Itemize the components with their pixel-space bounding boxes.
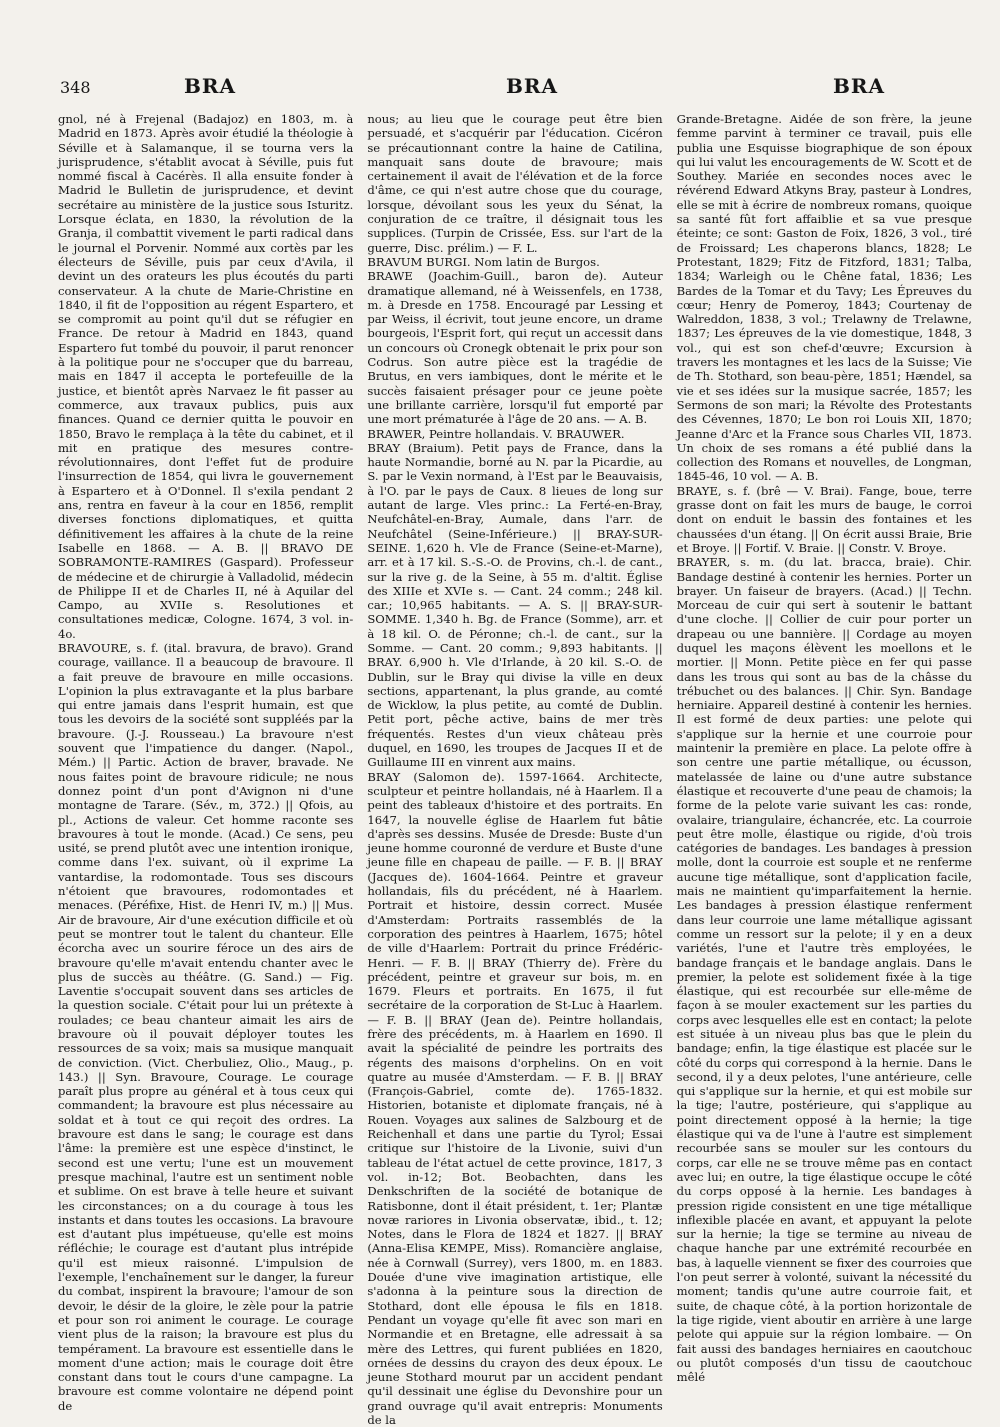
column-middle	[367, 112, 663, 1427]
paragraph: BRAYER, s. m. (du lat. bracca, braie). Chir. Bandage destiné à contenir les hernies. Porter un brayer. Un faiseur de brayers. (Acad.) || Techn. Morceau de cuir qui sert à soutenir le battant d'une cloche. || Collier de cuir pour porter un drapeau ou une bannière. || Cordage au moyen duquel les maçons élèvent les moellons et le mortier. || Monn. Petite pièce en fer qui passe dans les trous qui sont au bas de la châsse du trébuchet ou des balances. || Chir. Syn. Bandage herniaire. Appareil destiné à contenir les hernies. Il est formé de deux parties: une pelote qui s'applique sur la hernie et une courroie pour maintenir la première en place. La pelote offre à son centre une partie métallique, ou écusson, matelassée de laine ou d'une autre substance élastique et recouverte d'une peau de chamois; la forme de la pelote varie suivant les cas: ronde, ovalaire, triangulaire, échancrée, etc. La courroie peut être molle, élastique ou rigide, d'où trois catégories de bandages. Les bandages à pression molle, dont la courroie est souple et ne renferme aucune tige métallique, sont d'application facile, mais ne maintient qu'imparfaitement la hernie. Les bandages à pression élastique renferment dans leur courroie une lame métallique agissant comme un ressort sur la pelote; il y en a deux variétés, l'une et l'autre très employées, le bandage français et le bandage anglais. Dans le premier, la pelote est solidement fixée à la tige élastique, qui est recourbée sur elle-même de façon à se mouler exactement sur les parties du corps avec lesquelles elle est en contact; la pelote est située à un niveau plus bas que le plein du bandage; enfin, la tige élastique est placée sur le côté du corps qui correspond à la hernie. Dans le second, il y a deux pelotes, l'une antérieure, celle qui s'applique sur la hernie, et qui est mobile sur la tige; l'autre, postérieure, qui s'applique au point directement opposé à la hernie; la tige élastique qui va de l'une à l'autre est simplement recourbée sans se mouler sur les contours du corps, car elle ne se trouve même pas en contact avec lui; en outre, la tige élastique occupe le côté du corps opposé à la hernie. Les bandages à pression rigide consistent en une tige métallique inflexible placée en avant, et appuyant la pelote sur la hernie; la tige se termine au niveau de chaque hanche par une extrémité recourbée en bas, à laquelle viennent se fixer des courroies que l'on peut serrer à volonté, suivant la nécessité du moment; tandis qu'une autre courroie fait, et suite, de chaque côté, à la portion horizontale de la tige rigide, vient aboutir en arrière à une large pelote qui appuie sur la région lombaire. — On fait aussi des bandages herniaires en caoutchouc ou plutôt composés d'un tissu de caoutchouc mêlé	[676, 555, 972, 1385]
paragraph: BRAYE, s. f. (brê — V. Brai). Fange, boue, terre grasse dont on fait les murs de bauge, le corroi dont on enduit le bassin des fontaines et les chaussées d'un étang. || On écrit aussi Braie, Brie et Broye. || Fortif. V. Braie. || Constr. V. Broye.	[676, 483, 972, 555]
running-headword-left: BRA	[184, 74, 237, 98]
paragraph: gnol, né à Frejenal (Badajoz) en 1803, m. à Madrid en 1873. Après avoir étudié la théologie à Séville et à Salamanque, il se tourna vers la jurisprudence, s'établit avocat à Séville, puis fut nommé fiscal à Cacérès. Il alla ensuite fonder à Madrid le Bulletin de jurisprudence, et devint secrétaire au ministère de la justice sous Isturitz. Lorsque éclata, en 1830, la révolution de la Granja, il combattit vivement le parti radical dans le journal el Porvenir. Nommé aux cortès par les électeurs de Séville, puis par ceux d'Avila, il devint un des orateurs les plus écoutés du parti conservateur. A la chute de Marie-Christine en 1840, il fit de l'opposition au régent Espartero, et se compromit au point qu'il dut se réfugier en France. De retour à Madrid en 1843, quand Espartero fut tombé du pouvoir, il parut renoncer à la politique pour ne s'occuper que du barreau, mais en 1847 il accepta le portefeuille de la justice, et bientôt après Narvaez le fit passer au commerce, aux travaux publics, puis aux finances. Quand ce dernier quitta le pouvoir en 1850, Bravo le remplaça à la tête du cabinet, et il mit en pratique des mesures contre-révolutionnaires, dont l'effet fut de produire l'insurrection de 1854, qui livra le gouvernement à Espartero et à O'Donnel. Il s'exila pendant 2 ans, rentra en faveur à la cour en 1856, remplit diverses fonctions diplomatiques, et quitta définitivement les affaires à la chute de la reine Isabelle en 1868. — A. B. || BRAVO DE SOBRAMONTE-RAMIRES (Gaspard). Professeur de médecine et de chirurgie à Valladolid, médecin de Philippe II et de Charles II, né à Aquilar del Campo, au XVIIe s. Resolutiones et consultationes medicæ, Cologne. 1674, 3 vol. in-4o.	[58, 112, 354, 641]
paragraph: BRAWE (Joachim-Guill., baron de). Auteur dramatique allemand, né à Weissenfels, en 1738, m. à Dresde en 1758. Encouragé par Lessing et par Weiss, il écrivit, tout jeune encore, un drame bourgeois, l'Esprit fort, qui reçut un accessit dans un concours où Cronegk obtenait le prix pour son Codrus. Son autre pièce est la tragédie de Brutus, en vers iambiques, dont le mérite et le succès faisaient présager pour ce jeune poète une brillante carrière, lorsqu'il fut emporté par une mort prématurée à l'âge de 20 ans. — A. B.	[367, 269, 663, 427]
paragraph: BRAVUM BURGI. Nom latin de Burgos.	[367, 254, 600, 269]
paragraph: BRAY (Braium). Petit pays de France, dans la haute Normandie, borné au N. par la Picardie, au S. par le Vexin normand, à l'Est par le Beauvaisis, à l'O. par le pays de Caux. 8 lieues de long sur autant de large. Vles princ.: La Ferté-en-Bray, Neufchâtel-en-Bray, Aumale, dans l'arr. de Neufchâtel (Seine-Inférieure.) || BRAY-SUR-SEINE. 1,620 h. Vle de France (Seine-et-Marne), arr. et à 17 kil. S.-S.-O. de Provins, ch.-l. de cant., sur la rive g. de la Seine, à 55 m. d'altit. Église des XIIIe et XVIe s. — Cant. 24 comm.; 248 kil. car.; 10,965 habitants. — A. S. || BRAY-SUR-SOMME. 1,340 h. Bg. de France (Somme), arr. et à 18 kil. O. de Péronne; ch.-l. de cant., sur la Somme. — Cant. 20 comm.; 9,893 habitants. || BRAY. 6,900 h. Vle d'Irlande, à 20 kil. S.-O. de Dublin, sur le Bray qui divise la ville en deux sections, appartenant, la plus grande, au comté de Wicklow, la plus petite, au comté de Dublin. Petit port, pêche active, bains de mer très fréquentés. Restes d'un vieux château près duquel, en 1690, les troupes de Jacques II et de Guillaume III en vinrent aux mains.	[367, 440, 663, 770]
column-left	[58, 112, 354, 1413]
running-headword-right: BRA	[833, 74, 886, 98]
page-number: 348	[60, 78, 91, 97]
text-columns	[58, 112, 972, 1427]
paragraph: BRAY (Salomon de). 1597-1664. Architecte, sculpteur et peintre hollandais, né à Haarlem. Il a peint des tableaux d'histoire et des portraits. En 1647, la nouvelle église de Haarlem fut bâtie d'après ses dessins. Musée de Dresde: Buste d'un jeune homme couronné de verdure et Buste d'une jeune fille en chapeau de paille. — F. B. || BRAY (Jacques de). 1604-1664. Peintre et graveur hollandais, fils du précédent, né à Haarlem. Portrait et histoire, dessin correct. Musée d'Amsterdam: Portraits rassemblés de la corporation des peintres à Haarlem, 1675; hôtel de ville d'Haarlem: Portrait du prince Frédéric-Henri. — F. B. || BRAY (Thierry de). Frère du précédent, peintre et graveur sur bois, m. en 1679. Fleurs et portraits. En 1675, il fut secrétaire de la corporation de St-Luc à Haarlem. — F. B. || BRAY (Jean de). Peintre hollandais, frère des précédents, m. à Haarlem en 1690. Il avait la spécialité de peindre les portraits des régents des maisons d'orphelins. On en voit quatre au musée d'Amsterdam. — F. B. || BRAY (François-Gabriel, comte de). 1765-1832. Historien, botaniste et diplomate français, né à Rouen. Voyages aux salines de Salzbourg et de Reichenhall et dans une partie du Tyrol; Essai critique sur l'histoire de la Livonie, suivi d'un tableau de l'état actuel de cette province, 1817, 3 vol. in-12; Bot. Beobachten, dans les Denkschriften de la société de botanique de Ratisbonne, dont il était président, t. 1er; Plantæ novæ rariores in Livonia observatæ, ibid., t. 12; Notes, dans le Flora de 1824 et 1827. || BRAY (Anna-Elisa KEMPE, Miss). Romancière anglaise, née à Cornwall (Surrey), vers 1800, m. en 1883. Douée d'une vive imagination artistique, elle s'adonna à la peinture sous la direction de Stothard, dont elle épousa le fils en 1818. Pendant un voyage qu'elle fit avec son mari en Normandie et en Bretagne, elle adressait à sa mère des Lettres, qui furent publiées en 1820, ornées de dessins du crayon des deux époux. Le jeune Stothard mourut par un accident pendant qu'il dessinait une église du Devonshire pour un grand ouvrage qu'il avait entrepris: Monuments de la	[367, 769, 663, 1427]
paragraph: Grande-Bretagne. Aidée de son frère, la jeune femme parvint à terminer ce travail, puis elle publia une Esquisse biographique de son époux qui lui valut les encouragements de W. Scott et de Southey. Mariée en secondes noces avec le révérend Edward Atkyns Bray, pasteur à Londres, elle se mit à écrire de nombreux romans, quoique sa santé fût fort affaiblie et sa vue presque éteinte; ce sont: Gaston de Foix, 1826, 3 vol., tiré de Froissard; Les chaperons blancs, 1828; Le Protestant, 1829; Fitz de Fitzford, 1831; Talba, 1834; Warleigh ou le Chêne fatal, 1836; Les Bardes de la Tomar et du Tavy; Les Épreuves du cœur; Henry de Pomeroy, 1843; Courtenay de Walreddon, 1838, 3 vol.; Trelawny de Trelawne, 1837; Les épreuves de la vie domestique, 1848, 3 vol., qui est son chef-d'œuvre; Excursion à travers les montagnes et les lacs de la Suisse; Vie de Th. Stothard, son beau-père, 1851; Hændel, sa vie et ses idées sur la musique sacrée, 1857; les Sermons de son mari; la Révolte des Protestants des Cévennes, 1870; Le bon roi Louis XII, 1870; Jeanne d'Arc et la France sous Charles VII, 1873. Un choix de ses romans a été publié dans la collection des Romans et nouvelles, de Longman, 1845-46, 10 vol. — A. B.	[676, 112, 972, 484]
page-header	[58, 70, 972, 100]
paragraph: nous; au lieu que le courage peut être bien persuadé, et s'acquérir par l'éducation. Cicéron se précautionnant contre la haine de Catilina, manquait sans doute de bravoure; mais certainement il avait de l'élévation et de la force d'âme, ce qui n'est autre chose que du courage, lorsque, dévoilant sous les yeux du Sénat, la conjuration de ce traître, il désignait tous les supplices. (Turpin de Crissée, Ess. sur l'art de la guerre, Disc. prélim.) — F. L.	[367, 112, 663, 255]
paragraph: BRAVOURE, s. f. (ital. bravura, de bravo). Grand courage, vaillance. Il a beaucoup de bravoure. Il a fait preuve de bravoure en mille occasions. L'opinion la plus extravagante et la plus barbare qui entre jamais dans l'esprit humain, est que tous les devoirs de la société sont suppléés par la bravoure. (J.-J. Rousseau.) La bravoure n'est souvent que l'impatience du danger. (Napol., Mém.) || Partic. Action de braver, bravade. Ne nous faites point de bravoure ridicule; ne nous donnez point d'un pont d'Avignon ni d'une montagne de Tarare. (Sév., m, 372.) || Qfois, au pl., Actions de valeur. Cet homme raconte ses bravoures à tout le monde. (Acad.) Ce sens, peu usité, se prend plutôt avec une intention ironique, comme dans l'ex. suivant, où il exprime La vantardise, la rodomontade. Tous ses discours n'étoient que bravoures, rodomontades et menaces. (Péréfixe, Hist. de Henri IV, m.) || Mus. Air de bravoure, Air d'une exécution difficile et où peut se montrer tout le talent du chanteur. Elle écorcha avec un sourire féroce un des airs de bravoure qu'elle m'avait entendu chanter avec le plus de succès au théâtre. (G. Sand.) — Fig. Laventie s'occupait souvent dans ses articles de la question sociale. C'était pour lui un prétexte à roulades; ce beau chanteur aimait les airs de bravoure où il pouvait déployer toutes les ressources de sa voix; mais sa musique manquait de conviction. (Vict. Cherbuliez, Olio., Maug., p. 143.) || Syn. Bravoure, Courage. Le courage paraît plus propre au général et à tous ceux qui commandent; la bravoure est plus nécessaire au soldat et à tout ce qui reçoit des ordres. La bravoure est dans le sang; le courage est dans l'âme: la première est une espèce d'instinct, le second est une vertu; l'une est un mouvement presque machinal, l'autre est un sentiment noble et sublime. On est brave à telle heure et suivant les circonstances; on a du courage à tous les instants et dans toutes les occasions. La bravoure est d'autant plus impétueuse, qu'elle est moins réfléchie; le courage est d'autant plus intrépide qu'il est mieux raisonné. L'impulsion de l'exemple, l'enchaînement sur le danger, la fureur du combat, inspirent la bravoure; l'amour de son devoir, le désir de la gloire, le zèle pour la patrie et pour son roi animent le courage. Le courage vient plus de la raison; la bravoure est plus du tempérament. La bravoure est essentielle dans le moment d'une action; mais le courage doit être constant dans tout le cours d'une campagne. La bravoure est comme volontaire ne dépend point de	[58, 640, 354, 1413]
running-headword-center: BRA	[506, 74, 559, 98]
column-right	[676, 112, 972, 1385]
paragraph: BRAWER, Peintre hollandais. V. BRAUWER.	[367, 426, 625, 441]
